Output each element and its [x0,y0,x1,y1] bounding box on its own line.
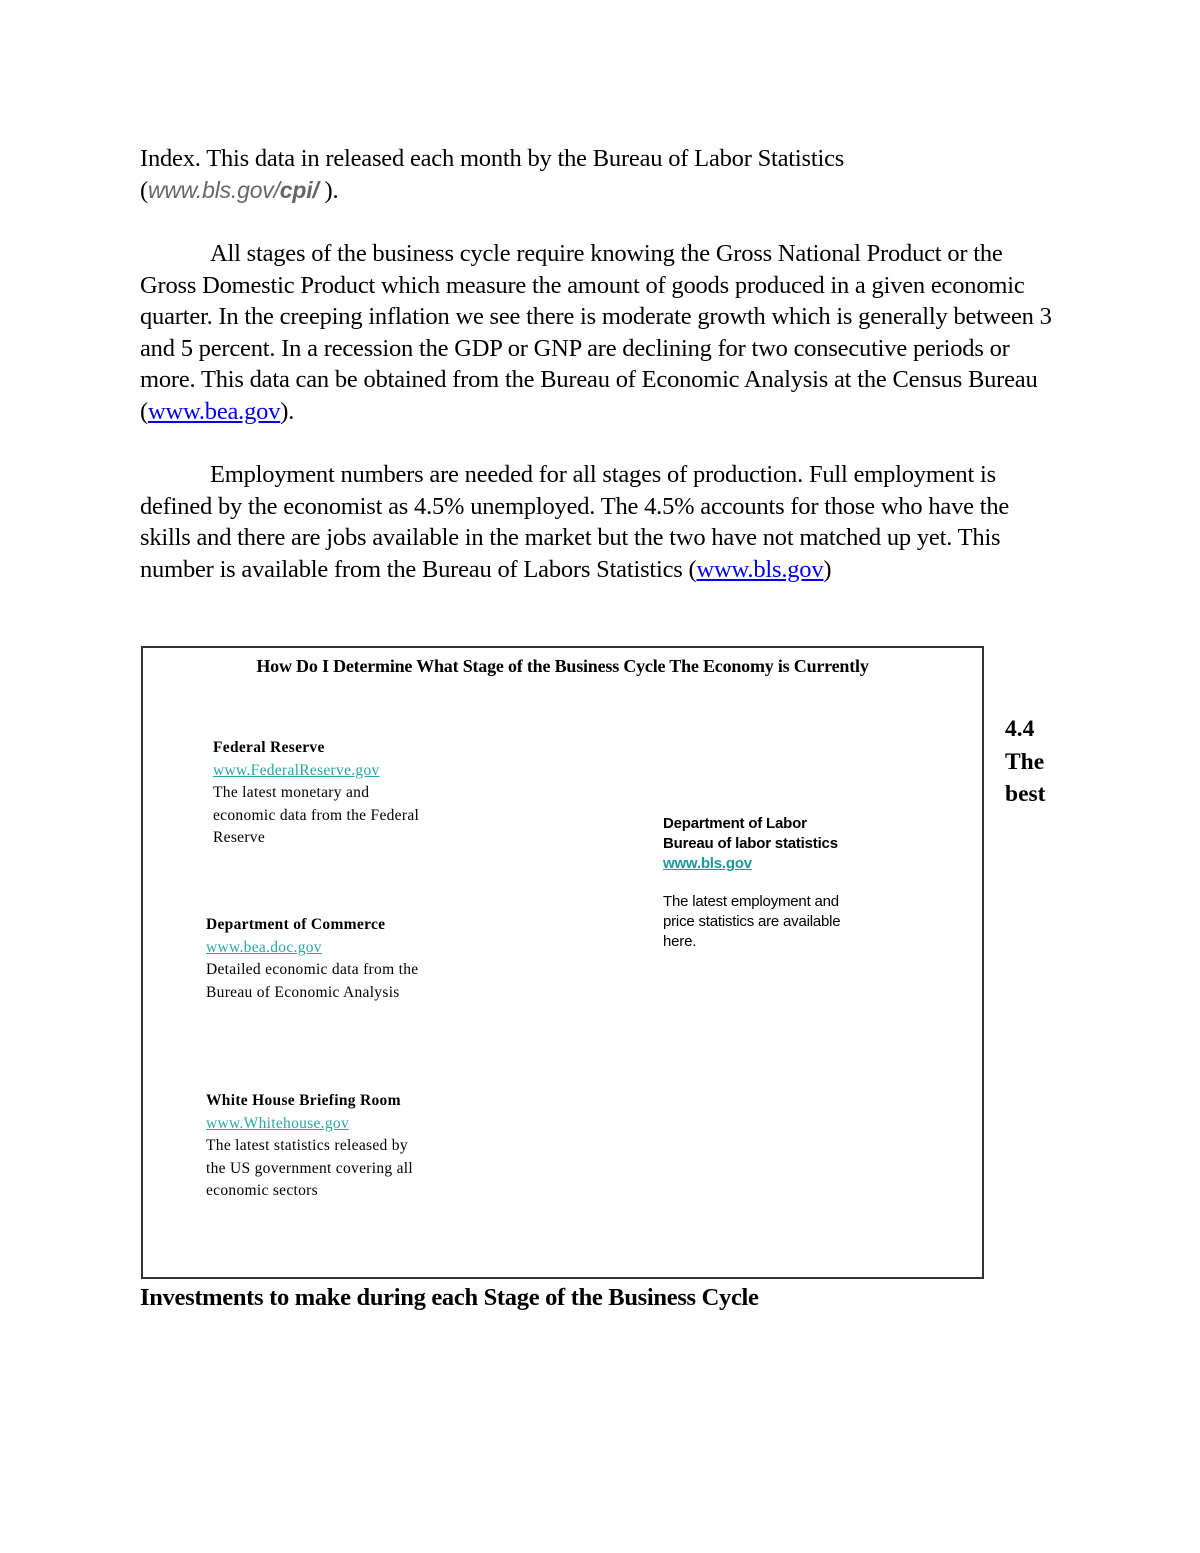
bea-doc-link[interactable]: www.bea.doc.gov [206,938,322,956]
whitehouse-link[interactable]: www.Whitehouse.gov [206,1114,350,1132]
paren-close: ). [318,176,339,204]
entry-white-house [206,1090,413,1203]
entry-desc: Detailed economic data from the [206,961,419,978]
paragraph-employment [140,459,1055,585]
paragraph-close: ) [823,555,832,583]
entry-name: Department of Commerce [206,916,386,933]
entry-desc: economic data from the Federal [213,806,420,824]
paragraph-text: All stages of the business cycle require knowing the Gross National Product or the Gross Domestic Product which measure the amount of goods produced in a given economic quarter. In the creeping inflation we see there is moderate growth which is generally between 3 and 5 percent. In a recession the GDP or GNP are declining for two consecutive periods or more. This data can be obtained from the Bureau of Economic Analysis at the Census Bureau ( [140,240,1052,425]
entry-name: Department of Labor [663,815,807,832]
bls-cpi-link[interactable] [148,177,319,203]
bls-link[interactable]: www.bls.gov [696,555,824,583]
resources-figure-box [141,646,984,1279]
entry-desc: price statistics are available [663,913,841,930]
entry-federal-reserve [213,737,419,850]
federal-reserve-link[interactable]: www.FederalReserve.gov [213,761,380,779]
entry-desc: The latest monetary and [213,784,370,801]
paragraph-close: ). [280,397,295,425]
figure-title: How Do I Determine What Stage of the Business Cycle The Economy is Currently [256,656,869,676]
entry-name: White House Briefing Room [206,1092,401,1109]
entry-name: Federal Reserve [213,739,325,756]
entry-desc: The latest employment and [663,893,839,910]
side-note-line: The [1005,748,1045,775]
bea-link[interactable]: www.bea.gov [147,397,281,425]
paragraph-cpi [140,143,1055,206]
paragraph-text: Employment numbers are needed for all stages of production. Full employment is defined by the economist as 4.5% unemployed. The 4.5% accounts for those who have the skills and there are jobs available in the market but the two have not matched up yet. This number is available from the Bureau of Labors Statistics ( [140,461,1010,583]
link-part: www.bls.gov/ [147,176,280,203]
entry-desc: Bureau of Economic Analysis [206,983,400,1001]
paragraph-gdp [140,238,1055,427]
entry-desc: the US government covering all [206,1159,414,1177]
paragraph-text: Index. This data in released each month by the Bureau of Labor Statistics [140,145,845,172]
bls-gov-link[interactable]: www.bls.gov [663,855,752,872]
entry-desc: here. [663,933,697,950]
side-note-line: 4.4 [1005,716,1035,742]
entry-desc: Reserve [213,829,266,846]
entry-department-of-labor [663,814,840,952]
section-heading: Investments to make during each Stage of the Business Cycle [140,1284,759,1311]
entry-desc: The latest statistics released by [206,1137,408,1154]
paren: ( [140,176,148,204]
entry-department-of-commerce [206,914,418,1004]
link-part-bold: cpi/ [279,176,319,203]
side-note [1005,713,1045,811]
entry-desc: economic sectors [206,1182,318,1199]
side-note-line: best [1005,781,1046,807]
entry-name: Bureau of labor statistics [663,835,838,852]
